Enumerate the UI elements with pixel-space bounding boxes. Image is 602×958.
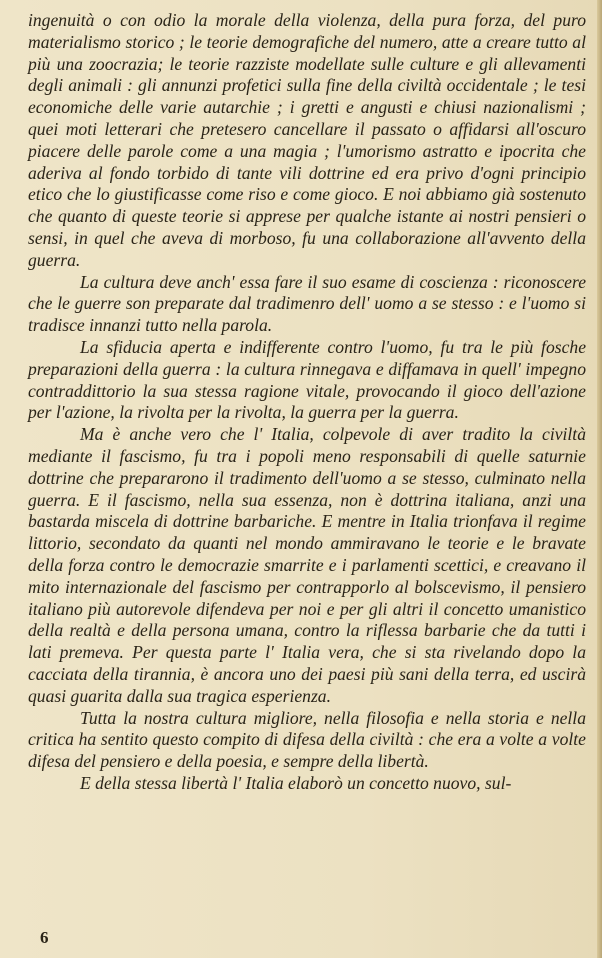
paragraph-3: La sfiducia aperta e indifferente contro l'uomo, fu tra le più fosche preparazioni della guerra : la cultura rinnegava e diffamava in quell' impegno contraddittorio la sua stessa ragione vitale, provocando il gioco dell'azione per l'azione, la rivolta per la rivolta, la guerra per la guerra. [28,336,586,423]
page-number: 6 [40,928,49,947]
paragraph-1: ingenuità o con odio la morale della violenza, della pura forza, del puro materialismo storico ; le teorie demografiche del numero, atte a creare tutto al più una zoocrazia; le teorie razziste modellate sulle culture e gli allevamenti degli animali : gli annunzi profetici sulla fine della civiltà occidentale ; le tesi economiche delle varie autarchie ; i gretti e angusti e chiusi nazionalismi ; quei moti letterari che pretesero cancellare il passato o affidarsi all'oscuro piacere delle parole come a una magia ; l'umorismo astratto e ipocrita che aderiva al fondo torbido di tante vili dottrine ed era privo d'ogni principio etico che lo giustificasse come riso e come gioco. E noi abbiamo già sostenuto che quanto di queste teorie si apprese per qualche istante ai nostri pensieri o sensi, in quel che aveva di morboso, fu una collaborazione all'avvento della guerra. [28,10,586,270]
paragraph-4: Ma è anche vero che l' Italia, colpevole di aver tradito la civiltà mediante il fascismo, fu tra i popoli meno responsabili di quelle saturnie dottrine che prepararono il tradimento dell'uomo a se stesso, culminato nella guerra. E il fascismo, nella sua essenza, non è dottrina italiana, anzi una bastarda miscela di dottrine barbariche. E mentre in Italia trionfava il regime littorio, secondato da quanti nel mondo ammiravano le teorie e le bravate della forza contro le democrazie smarrite e i parlamenti scettici, e creavano il mito internazionale del fascismo per contrapporlo al bolscevismo, il pensiero italiano più autorevole difendeva per noi e per gli altri il concetto umanistico della realtà e della persona umana, contro la riflessa barbarie che da tutti i lati premeva. Per questa parte l' Italia vera, che si sta rivelando dopo la cacciata della tirannia, è ancora uno dei paesi più sani della terra, ed uscirà quasi guarita dalla sua tragica esperienza. [28,424,586,706]
page-edge-shadow [597,0,602,958]
body-text [28,10,586,795]
paragraph-2: La cultura deve anch' essa fare il suo esame di coscienza : riconoscere che le guerre son preparate dal tradimenro dell' uomo a se stesso : e l'uomo si tradisce innanzi tutto nella parola. [28,271,586,336]
paragraph-6: E della stessa libertà l' Italia elaborò un concetto nuovo, sul- [80,772,512,793]
paragraph-5: Tutta la nostra cultura migliore, nella filosofia e nella storia e nella critica ha sentito questo compito di difesa della civiltà : che era a volte a volte difesa del pensiero e della poesia, e sempre della libertà. [28,707,586,772]
